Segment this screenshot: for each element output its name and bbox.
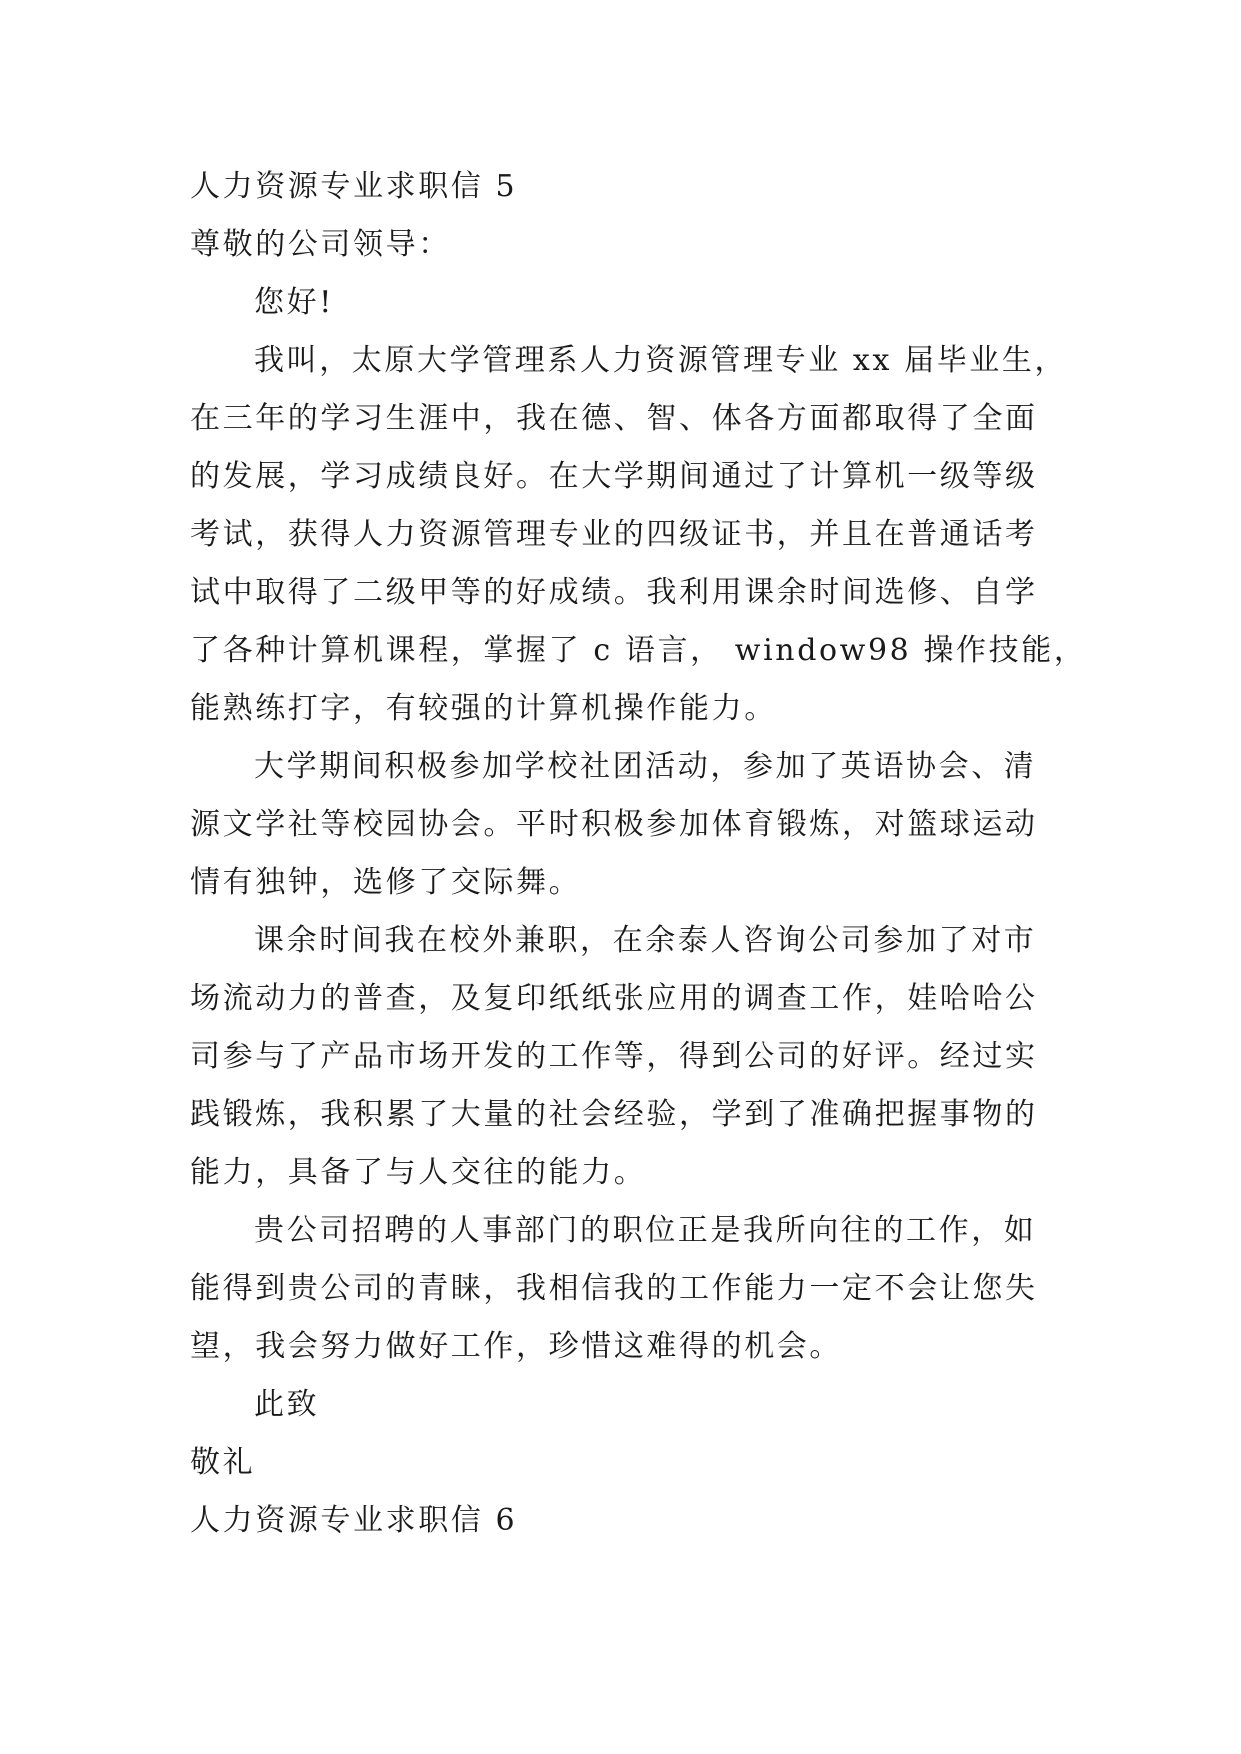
paragraph-line: 能熟练打字，有较强的计算机操作能力。 (190, 691, 777, 726)
paragraph-line: 考试，获得人力资源管理专业的四级证书，并且在普通话考 (190, 517, 1038, 552)
document-heading: 人力资源专业求职信 5 (190, 169, 518, 204)
paragraph-line: 在三年的学习生涯中，我在德、智、体各方面都取得了全面 (190, 401, 1038, 436)
paragraph-line: 司参与了产品市场开发的工作等，得到公司的好评。经过实 (190, 1039, 1038, 1074)
paragraph-line: 践锻炼，我积累了大量的社会经验，学到了准确把握事物的 (190, 1097, 1038, 1132)
paragraph-line: 了各种计算机课程，掌握了 c 语言， window98 操作技能， (190, 633, 1087, 668)
paragraph-line: 试中取得了二级甲等的好成绩。我利用课余时间选修、自学 (190, 575, 1038, 610)
paragraph-line: 课余时间我在校外兼职，在余泰人咨询公司参加了对市 (254, 923, 1037, 958)
paragraph-application (190, 1202, 1070, 1376)
paragraph-line: 大学期间积极参加学校社团活动，参加了英语协会、清 (254, 749, 1037, 784)
paragraph-activities (190, 738, 1070, 912)
document-page (190, 158, 1087, 1550)
paragraph-intro (190, 332, 1087, 738)
closing-salute: 敬礼 (190, 1445, 256, 1480)
paragraph-line: 贵公司招聘的人事部门的职位正是我所向往的工作，如 (254, 1213, 1037, 1248)
paragraph-line: 场流动力的普查，及复印纸纸张应用的调查工作，娃哈哈公 (190, 981, 1038, 1016)
next-document-heading: 人力资源专业求职信 6 (190, 1503, 518, 1538)
paragraph-line: 情有独钟，选修了交际舞。 (190, 865, 582, 900)
salutation: 尊敬的公司领导： (190, 227, 451, 262)
paragraph-line: 能得到贵公司的青睐，我相信我的工作能力一定不会让您失 (190, 1271, 1038, 1306)
paragraph-line: 能力，具备了与人交往的能力。 (190, 1155, 647, 1190)
closing-regards: 此致 (254, 1387, 320, 1422)
paragraph-work-experience (190, 912, 1070, 1202)
paragraph-line: 我叫，太原大学管理系人力资源管理专业 xx 届毕业生， (254, 343, 1068, 378)
paragraph-line: 望，我会努力做好工作，珍惜这难得的机会。 (190, 1329, 842, 1364)
greeting: 您好! (254, 285, 334, 320)
paragraph-line: 的发展，学习成绩良好。在大学期间通过了计算机一级等级 (190, 459, 1038, 494)
paragraph-line: 源文学社等校园协会。平时积极参加体育锻炼，对篮球运动 (190, 807, 1038, 842)
